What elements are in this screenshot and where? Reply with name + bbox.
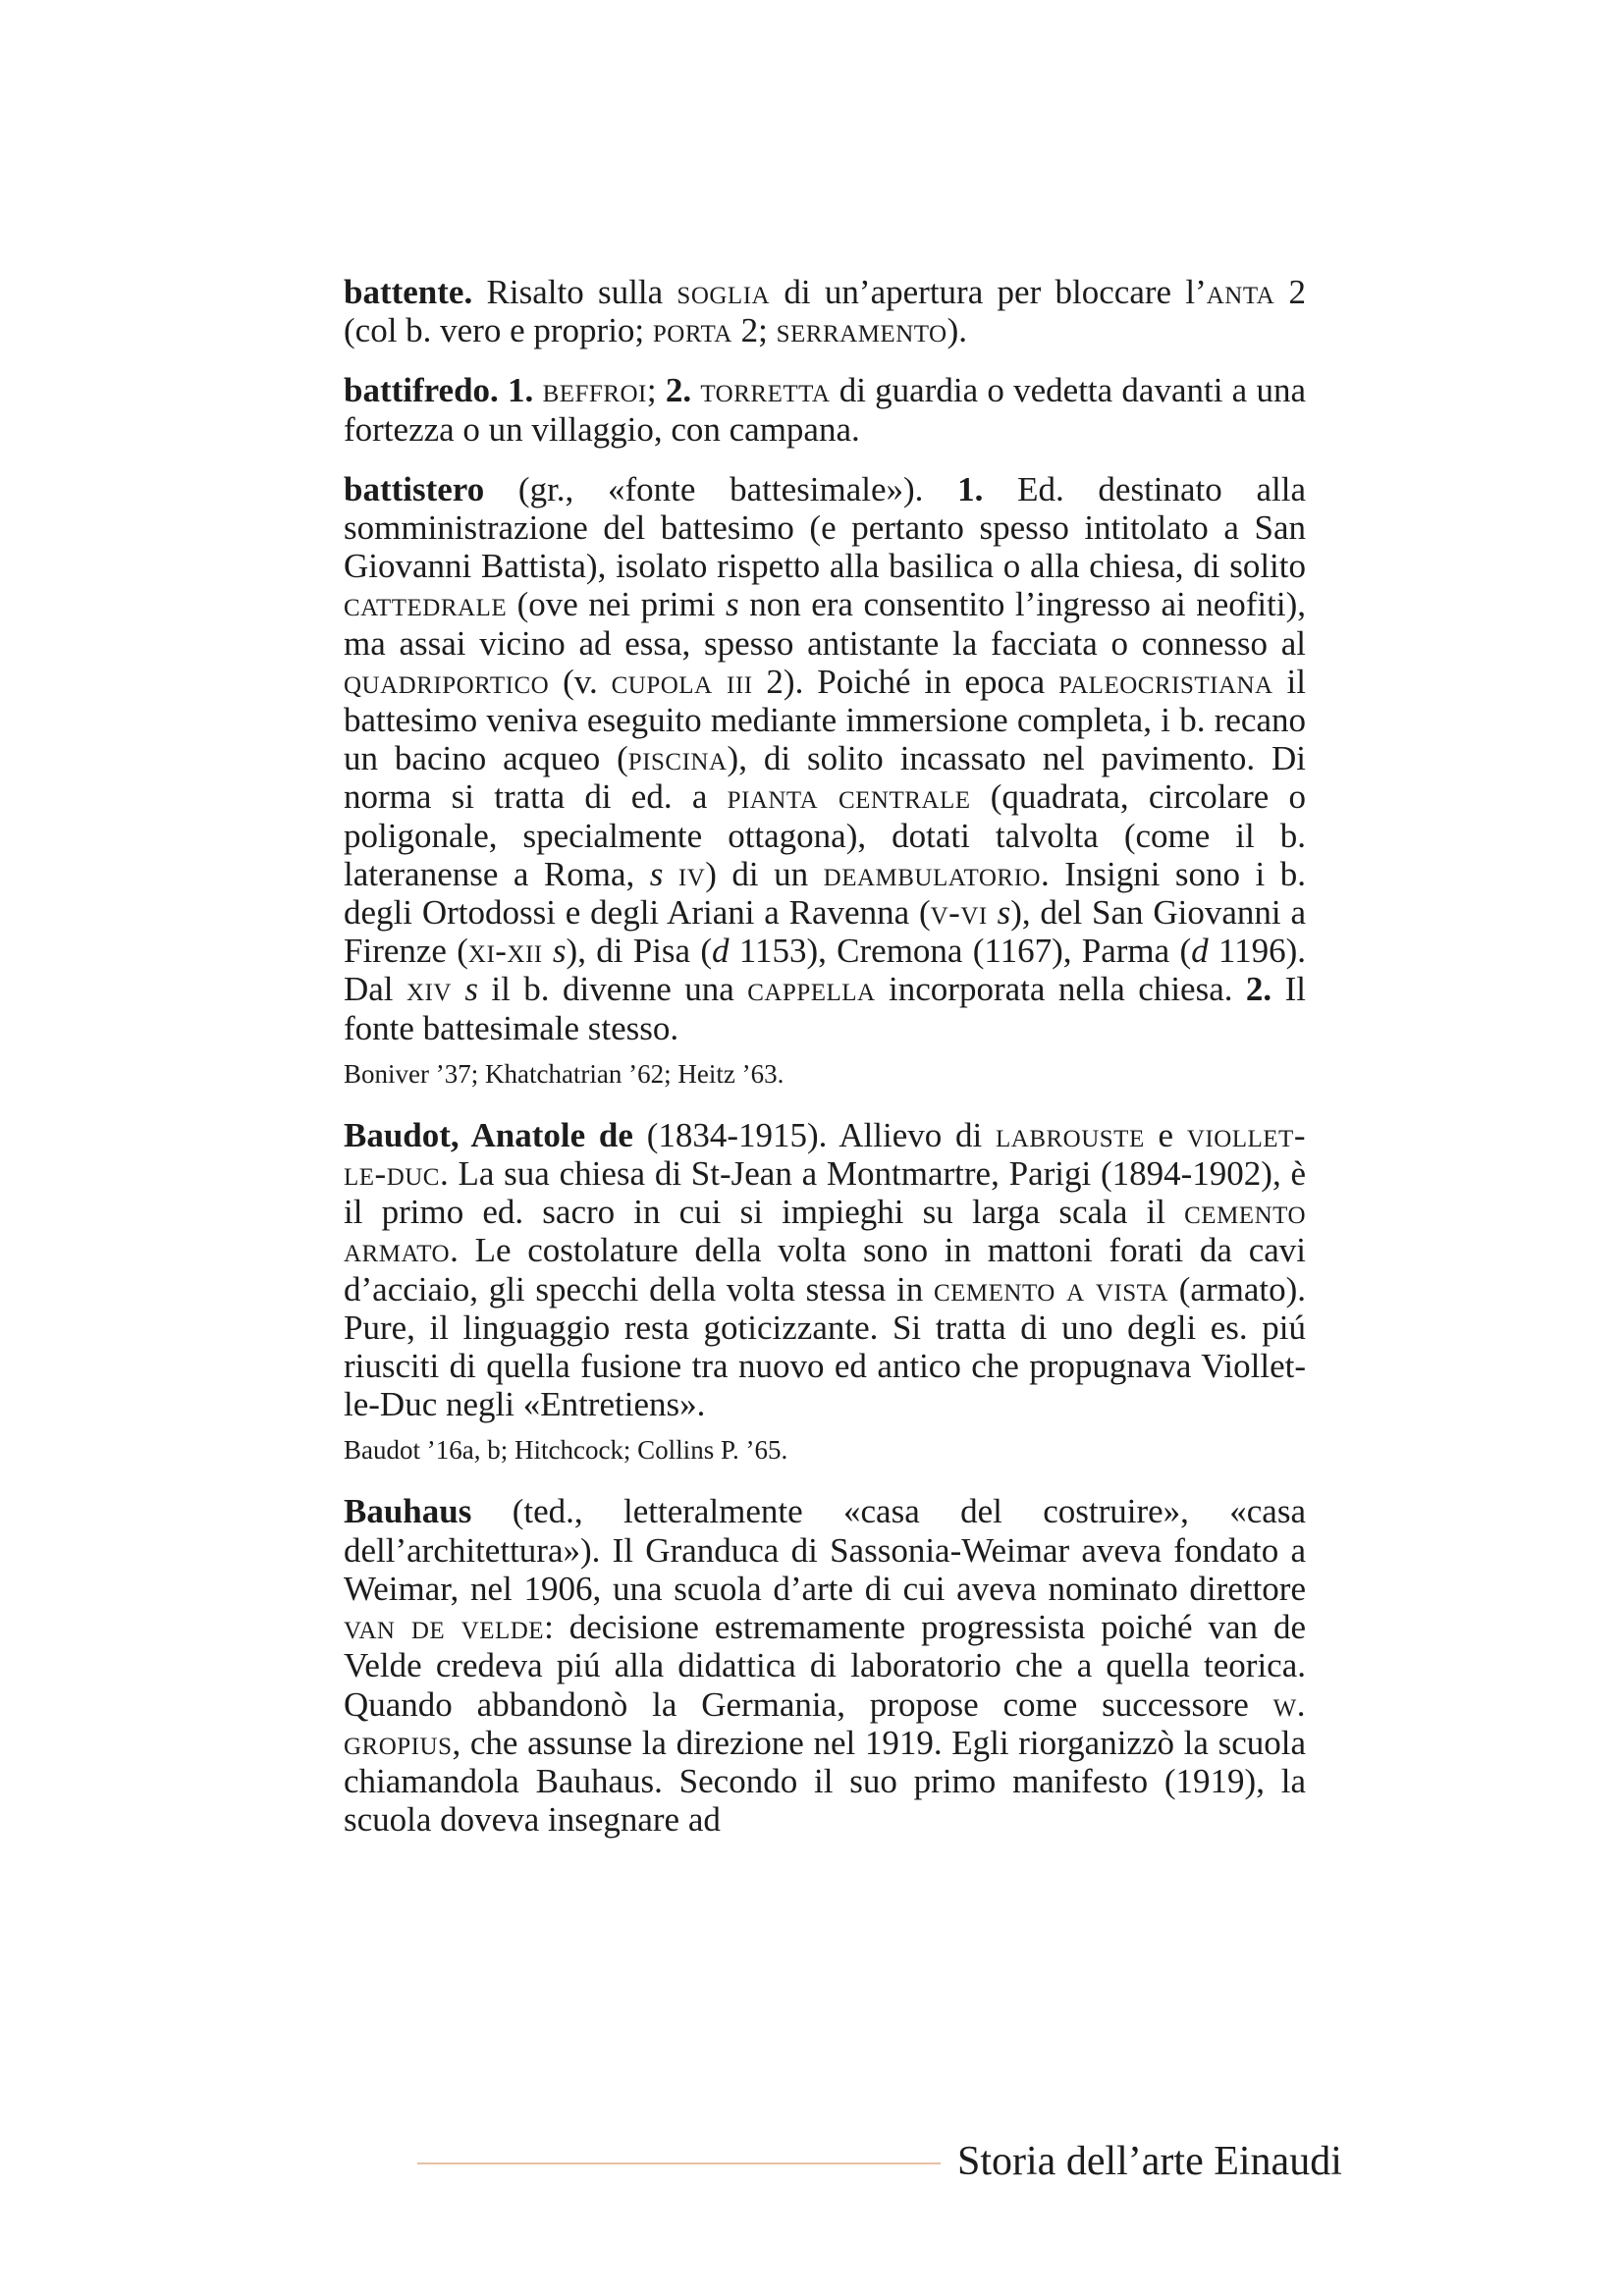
cross-reference: serramento (776, 311, 947, 350)
cross-reference: pianta centrale (727, 777, 971, 817)
abbreviation: d (712, 932, 730, 971)
entry-headword: battifredo. (344, 371, 499, 410)
entry-text: (1834-1915). Allievo di (632, 1115, 996, 1154)
footer-title: Storia dell’arte Einaudi (957, 2139, 1342, 2184)
entry-text: di guardia o vedetta davanti a una fortezza o un villaggio, con campana. (344, 371, 1307, 449)
cross-reference: quadriportico (344, 662, 550, 701)
cross-reference: cemento a vista (933, 1269, 1169, 1308)
entry-headword: battistero (344, 469, 485, 508)
entry-text: ; (646, 371, 666, 410)
cross-reference: paleocristiana (1058, 662, 1273, 701)
entry-text: (armato). Pure, il linguaggio resta goticizzante. Si tratta di uno degli es. piú riusciti di quella fusione tra nuovo ed antico che propugnava Viollet-le-Duc negli «Entretiens». (344, 1269, 1306, 1424)
cross-reference: van de velde (344, 1608, 545, 1647)
footer-rule (417, 2163, 941, 2164)
cross-reference: w. gropius (344, 1684, 1306, 1762)
entry-headword: battente. (344, 273, 473, 311)
abbreviation: d (1191, 932, 1209, 971)
entry-text: Il fonte battesimale stesso. (344, 970, 1306, 1047)
entry-text: 1153), Cremona (1167), Parma ( (729, 932, 1192, 971)
cross-reference: beffroi (542, 371, 647, 410)
cross-reference: labrouste (996, 1115, 1145, 1154)
cross-reference: cattedrale (344, 585, 508, 624)
entry-bauhaus (344, 1492, 1306, 1839)
entry-battistero (344, 470, 1306, 1047)
cross-reference: anta (1206, 273, 1275, 311)
dictionary-text (344, 273, 1306, 1860)
entry-text: (ted., letteralmente «casa del costruire», «casa dell’architettura»). Il Granduca di Sassonia-Weimar aveva fondato a Weimar, nel 1906, una scuola d’arte di cui aveva nominato direttore (344, 1492, 1306, 1608)
entry-text: (quadrata, circolare o poligonale, specialmente ottagona), dotati talvolta (come il b. lateranense a Roma, (344, 777, 1306, 893)
entry-text: non era consentito l’ingresso ai neofiti), ma assai vicino ad essa, spesso antistante la facciata o connesso al (344, 585, 1307, 663)
entry-text (452, 970, 464, 1008)
cross-reference: cupola iii (611, 662, 753, 701)
cross-reference: viollet-le-duc (344, 1115, 1306, 1194)
entry-text: (gr., «fonte battesimale»). (484, 469, 958, 508)
sense-number: 1. (957, 469, 984, 508)
roman-numeral: xiv (406, 970, 452, 1009)
entry-text: ), di Pisa ( (566, 932, 713, 971)
entry-text: . Le costolature della volta sono in mattoni forati da cavi d’acciaio, gli specchi della volta stessa in (344, 1231, 1306, 1308)
entry-text: 2; (731, 311, 777, 350)
cross-reference: piscina (627, 739, 728, 778)
entry-text: il battesimo veniva eseguito mediante immersione completa, i b. recano un bacino acqueo ( (344, 662, 1306, 778)
entry-text: 2 (col b. vero e proprio; (344, 273, 1306, 350)
entry-text: Ed. destinato alla somministrazione del battesimo (e pertanto spesso intitolato a San Giovanni Battista), isolato rispetto alla basilica o alla chiesa, di solito (344, 469, 1306, 586)
cross-reference: porta (652, 311, 732, 350)
entry-text: incorporata nella chiesa. (875, 970, 1246, 1009)
sense-number: 2. (665, 371, 701, 410)
sense-number: 1. (498, 371, 543, 410)
entry-text: ). (947, 311, 968, 350)
cross-reference: torretta (700, 371, 831, 410)
bibliography-baudot: Baudot ’16a, b; Hitchcock; Collins P. ’65. (344, 1435, 788, 1466)
entry-text (663, 855, 678, 893)
entry-text: di un’apertura per bloccare l’ (770, 273, 1207, 311)
roman-numeral: iv (677, 854, 706, 893)
cross-reference: cappella (747, 970, 876, 1009)
abbreviation: s (464, 970, 478, 1009)
entry-text: . La sua chiesa di St-Jean a Montmartre, Parigi (1894-1902), è il primo ed. sacro in cui si impieghi su larga scala il (344, 1154, 1306, 1232)
entry-battifredo (344, 371, 1306, 448)
abbreviation: s (552, 932, 567, 971)
bibliography-battistero: Boniver ’37; Khatchatrian ’62; Heitz ’63. (344, 1058, 784, 1089)
abbreviation: s (726, 585, 739, 624)
entry-text (543, 932, 553, 970)
entry-text: il b. divenne una (477, 970, 748, 1009)
cross-reference: cemento armato (344, 1193, 1306, 1270)
entry-text: 2). Poiché in epoca (752, 662, 1059, 701)
entry-text: : decisione estremamente progressista poiché van de Velde credeva piú alla didattica di laboratorio che a quella teorica. Quando abbandonò la Germania, propose come successore (344, 1608, 1307, 1724)
entry-text: . Insigni sono i b. degli Ortodossi e degli Ariani a Ravenna ( (344, 854, 1306, 933)
roman-numeral: xi-xii (467, 932, 543, 971)
abbreviation: s (649, 854, 664, 893)
entry-text: (ove nei primi (507, 585, 727, 624)
sense-number: 2. (1245, 970, 1272, 1009)
entry-headword: Bauhaus (344, 1492, 472, 1531)
entry-baudot (344, 1116, 1306, 1424)
entry-text: (v. (549, 662, 612, 701)
entry-text: 1196). Dal (344, 932, 1307, 1009)
entry-text: Risalto sulla (472, 273, 677, 311)
entry-headword: Baudot, Anatole de (344, 1115, 633, 1154)
abbreviation: s (997, 893, 1011, 933)
entry-text (988, 893, 998, 932)
entry-text: , che assunse la direzione nel 1919. Egli riorganizzò la scuola chiamandola Bauhaus. Secondo il suo primo manifesto (1919), la scuola doveva insegnare ad (344, 1723, 1306, 1840)
cross-reference: deambulatorio (823, 854, 1041, 893)
entry-text: ), del San Giovanni a Firenze ( (344, 893, 1306, 971)
entry-text: ) di un (705, 854, 824, 893)
entry-battente (344, 273, 1306, 349)
entry-text: ), di solito incassato nel pavimento. Di norma si tratta di ed. a (344, 739, 1306, 817)
entry-text: e (1144, 1115, 1187, 1154)
roman-numeral: v-vi (930, 893, 988, 933)
cross-reference: soglia (676, 273, 771, 311)
